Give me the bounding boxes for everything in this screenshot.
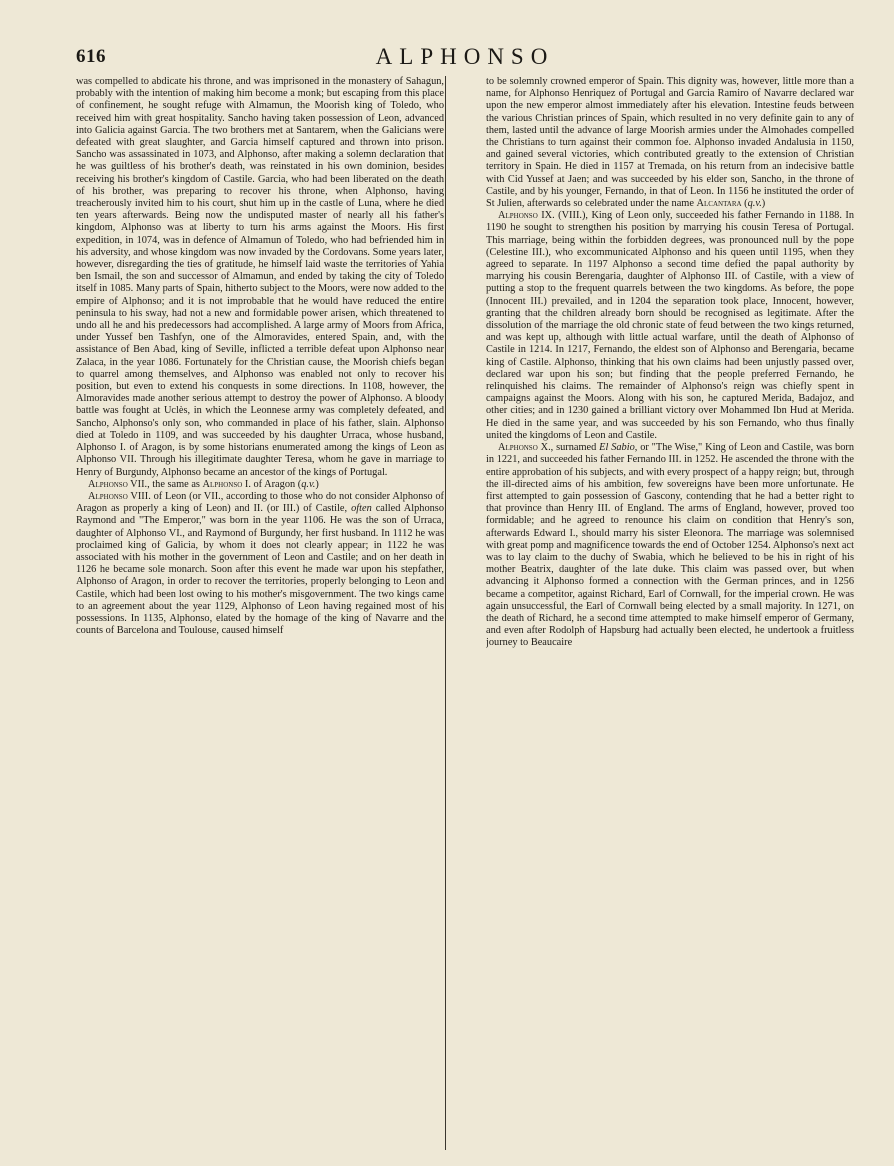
paragraph-text: VIII. of Leon (or VII., according to those who do not consider Alphonso of Aragon as properly a king of Leon) and II. (or III.) of Castile,	[76, 490, 444, 515]
paragraph-text: )	[315, 478, 319, 490]
column-divider	[445, 76, 446, 1150]
paragraph-text: )	[761, 198, 766, 210]
paragraph-text: X., surnamed	[537, 442, 600, 454]
page-number: 616	[76, 46, 106, 67]
entry-heading: Alcantara	[696, 198, 742, 210]
entry-heading: Alphonso	[88, 478, 128, 490]
paragraph	[76, 491, 444, 637]
paragraph-text: often	[351, 503, 372, 515]
paragraph-text: was compelled to abdicate his throne, and was imprisoned in the monastery of Sahagun, probably with the intention of making him become a monk; but escaping from this place of confinement, he sought refuge with Almamun, the Moorish king of Toledo, who received him with great hospitality. Sancho having taken possession of Leon, advanced into Galicia against Garcia. The two brothers met at Santarem, when the Galicians were defeated with great slaughter, and Garcia himself captured and thrown into prison. Sancho was assassinated in 1073, and Alphonso, after making a solemn declaration that he was guiltless of his brother's death, was reinstated in his own dominion, besides receiving his brother's kingdom of Castile. Garcia, who had been liberated on the death of his brother, was preparing to recover his throne, when Alphonso, having treacherously invited him to his court, shut him up in the castle of Luna, where he died ten years afterwards. Being now the undisputed master of nearly all his father's kingdom, Alphonso was at liberty to turn his arms against the Moors. His first expedition, in 1074, was in defence of Almamun of Toledo, who had befriended him in his adversity, and whose kingdom was now invaded by the Cordovans. Some years later, however, disregarding the ties of gratitude, he himself laid waste the territories of Yahia ben Ismail, the son and successor of Almamun, and ended by taking the city of Toledo itself in 1085. Many parts of Spain, hitherto subject to the Moors, were now added to the empire of Alphonso; and it is not improbable that he would have reduced the entire peninsula to his sway, had not a new and formidable power arisen, which threatened to undo all he and his predecessors had accomplished. A large army of Moors from Africa, under Yussef ben Tashfyn, one of the Almoravides, entered Spain, and, with the assistance of Ben Abad, king of Seville, inflicted a terrible defeat upon Alphonso near Zalaca, in the year 1086. Fortunately for the Christian cause, the Moorish chiefs began to quarrel among themselves, and Alphonso was enabled not only to recover his position, but even to extend his conquests in some directions. In 1108, however, the Almoravides made another serious attempt to destroy the power of Alphonso. A bloody battle was fought at Uclès, in which the Leonnese army was completely defeated, and Sancho, Alphonso's only son, who commanded in place of his father, slain. Alphonso died at Toledo in 1109, and was succeeded by his daughter Urraca, whose husband, Alphonso I. of Aragon, is by some historians enumerated among the kings of Leon as Alphonso VII. Through his illegitimate daughter Teresa, whom he gave in marriage to Henry of Burgundy, Alphonso became an ancestor of the kings of Portugal.	[76, 76, 444, 478]
paragraph	[486, 442, 854, 649]
entry-heading: Alphonso	[498, 442, 538, 454]
paragraph	[76, 479, 444, 491]
paragraph-text: (	[741, 198, 748, 210]
paragraph	[486, 210, 854, 442]
paragraph-text: q.v.	[747, 198, 762, 210]
paragraph	[76, 76, 444, 479]
entry-heading: Alphonso	[88, 490, 128, 502]
paragraph-text: called Alphonso Raymond and "The Emperor," was born in the year 1106. He was the son of Urraca, daughter of Alphonso VI., and Raymond of Burgundy, her first husband. In 1112 he was proclaimed king of Galicia, by whom it does not clearly appear; in 1122 he was associated with his mother in the government of Leon and Castile; and on her death in 1126 he became sole monarch. Soon after this event he made war upon his stepfather, Alphonso of Aragon, in order to recover the territories, properly belonging to Leon and Castile, which had been lost owing to his mother's misgovernment. The two kings came to an agreement about the year 1129, Alphonso of Leon having regained most of his possessions. In 1135, Alphonso, elated by the homage of the king of Navarre and the counts of Barcelona and Toulouse, caused himself	[76, 503, 444, 637]
paragraph-text: I. of Aragon (	[242, 478, 302, 490]
text-columns	[76, 76, 854, 1152]
page-header	[76, 46, 854, 74]
entry-heading: Alphonso	[498, 210, 538, 222]
paragraph-text: to be solemnly crowned emperor of Spain. This dignity was, however, little more than a name, for Alphonso Henriquez of Portugal and Garcia Ramiro of Navarre declared war upon the new emperor almost immediately after his elevation. Intestine feuds between the various Christian princes of Spain, which resulted in no very definite gain to any of them, lasted until the advance of large Moorish armies under the Almohades compelled the Christians to turn against their common foe. Alphonso invaded Andalusia in 1150, and gained several victories, which contributed greatly to the extension of Christian territory in Spain. He died in 1157 at Tremada, on his return from an indecisive battle with Cid Yussef at Jaen; and was succeeded by his elder son, Sancho, in the throne of Castile, and by his younger, Fernando, in that of Leon. In 1156 he instituted the order of St Julien, afterwards so celebrated under the name	[486, 76, 854, 210]
paragraph-text: IX. (VIII.), King of Leon only, succeeded his father Fernando in 1188. In 1190 he sought to strengthen his position by marrying his cousin Teresa of Portugal. This marriage, being within the forbidden degrees, was pronounced null by the pope (Celestine III.), who excommunicated Alphonso and his queen until 1195, when they agreed to separate. In 1197 Alphonso a second time defied the papal authority by marrying his cousin Berengaria, daughter of Alphonso III. of Castile, with a view of putting a stop to the frequent quarrels between the two kingdoms. As before, the pope (Innocent III.) prevailed, and in 1204 the separation took place, Innocent, however, granting that the children already born should be recognised as legitimate. After the dissolution of the marriage the old chronic state of feud between the two kings returned, and was kept up, although with little actual warfare, until the death of Alphonso of Castile in 1214. In 1217, Fernando, the eldest son of Alphonso and Berengaria, became king of Castile. Alphonso, thinking that his own claims had been unjustly passed over, declared war upon his son; but finding that the people preferred Fernando, he relinquished his claims. The remainder of Alphonso's reign was chiefly spent in campaigns against the Moors. Along with his son, he captured Merida, Badajoz, and other cities; and in 1230 gained a brilliant victory over Mohammed Ibn Hud at Merida. He died in the same year, and was succeeded by his son Fernando, who thus finally united the kingdoms of Leon and Castile.	[486, 210, 854, 441]
running-head: ALPHONSO	[375, 44, 555, 69]
paragraph	[486, 76, 854, 210]
paragraph-text: VII., the same as	[127, 478, 203, 490]
entry-heading: Alphonso	[202, 478, 243, 490]
paragraph-text: El Sabio	[599, 442, 635, 454]
paragraph-text: , or "The Wise," King of Leon and Castile, was born in 1221, and succeeded his father Fernando III. in 1252. He ascended the throne with the entire approbation of his subjects, and with every prospect of a happy reign; but, through the ill-directed aims of his ambition, few sovereigns have been more unfortunate. He first attempted to gain possession of Gascony, contending that he had a better right to that province than Henry III. of England. The arms of England, however, proved too formidable; and he agreed to renounce his claim on condition that Henry's son, afterwards Edward I., should marry his sister Eleonora. The marriage was solemnised with great pomp and magnificence towards the end of October 1254. Alphonso's next act was to lay claim to the duchy of Swabia, which he believed to be his in right of his mother Beatrix, daughter of the late duke. This claim was passed over, but when advancing it Alphonso formed a connection with the German princes, and in 1256 became a competitor, against Richard, Earl of Cornwall, for the imperial crown. He was again unsuccessful, the Earl of Cornwall being elected by a small majority. In 1271, on the death of Richard, he a second time attempted to make himself emperor of Germany, and even after Rodolph of Hapsburg had actually been elected, he undertook a fruitless journey to Beaucaire	[486, 442, 854, 649]
left-column	[76, 76, 444, 1152]
paragraph-text: q.v.	[301, 478, 316, 490]
right-column	[486, 76, 854, 1152]
